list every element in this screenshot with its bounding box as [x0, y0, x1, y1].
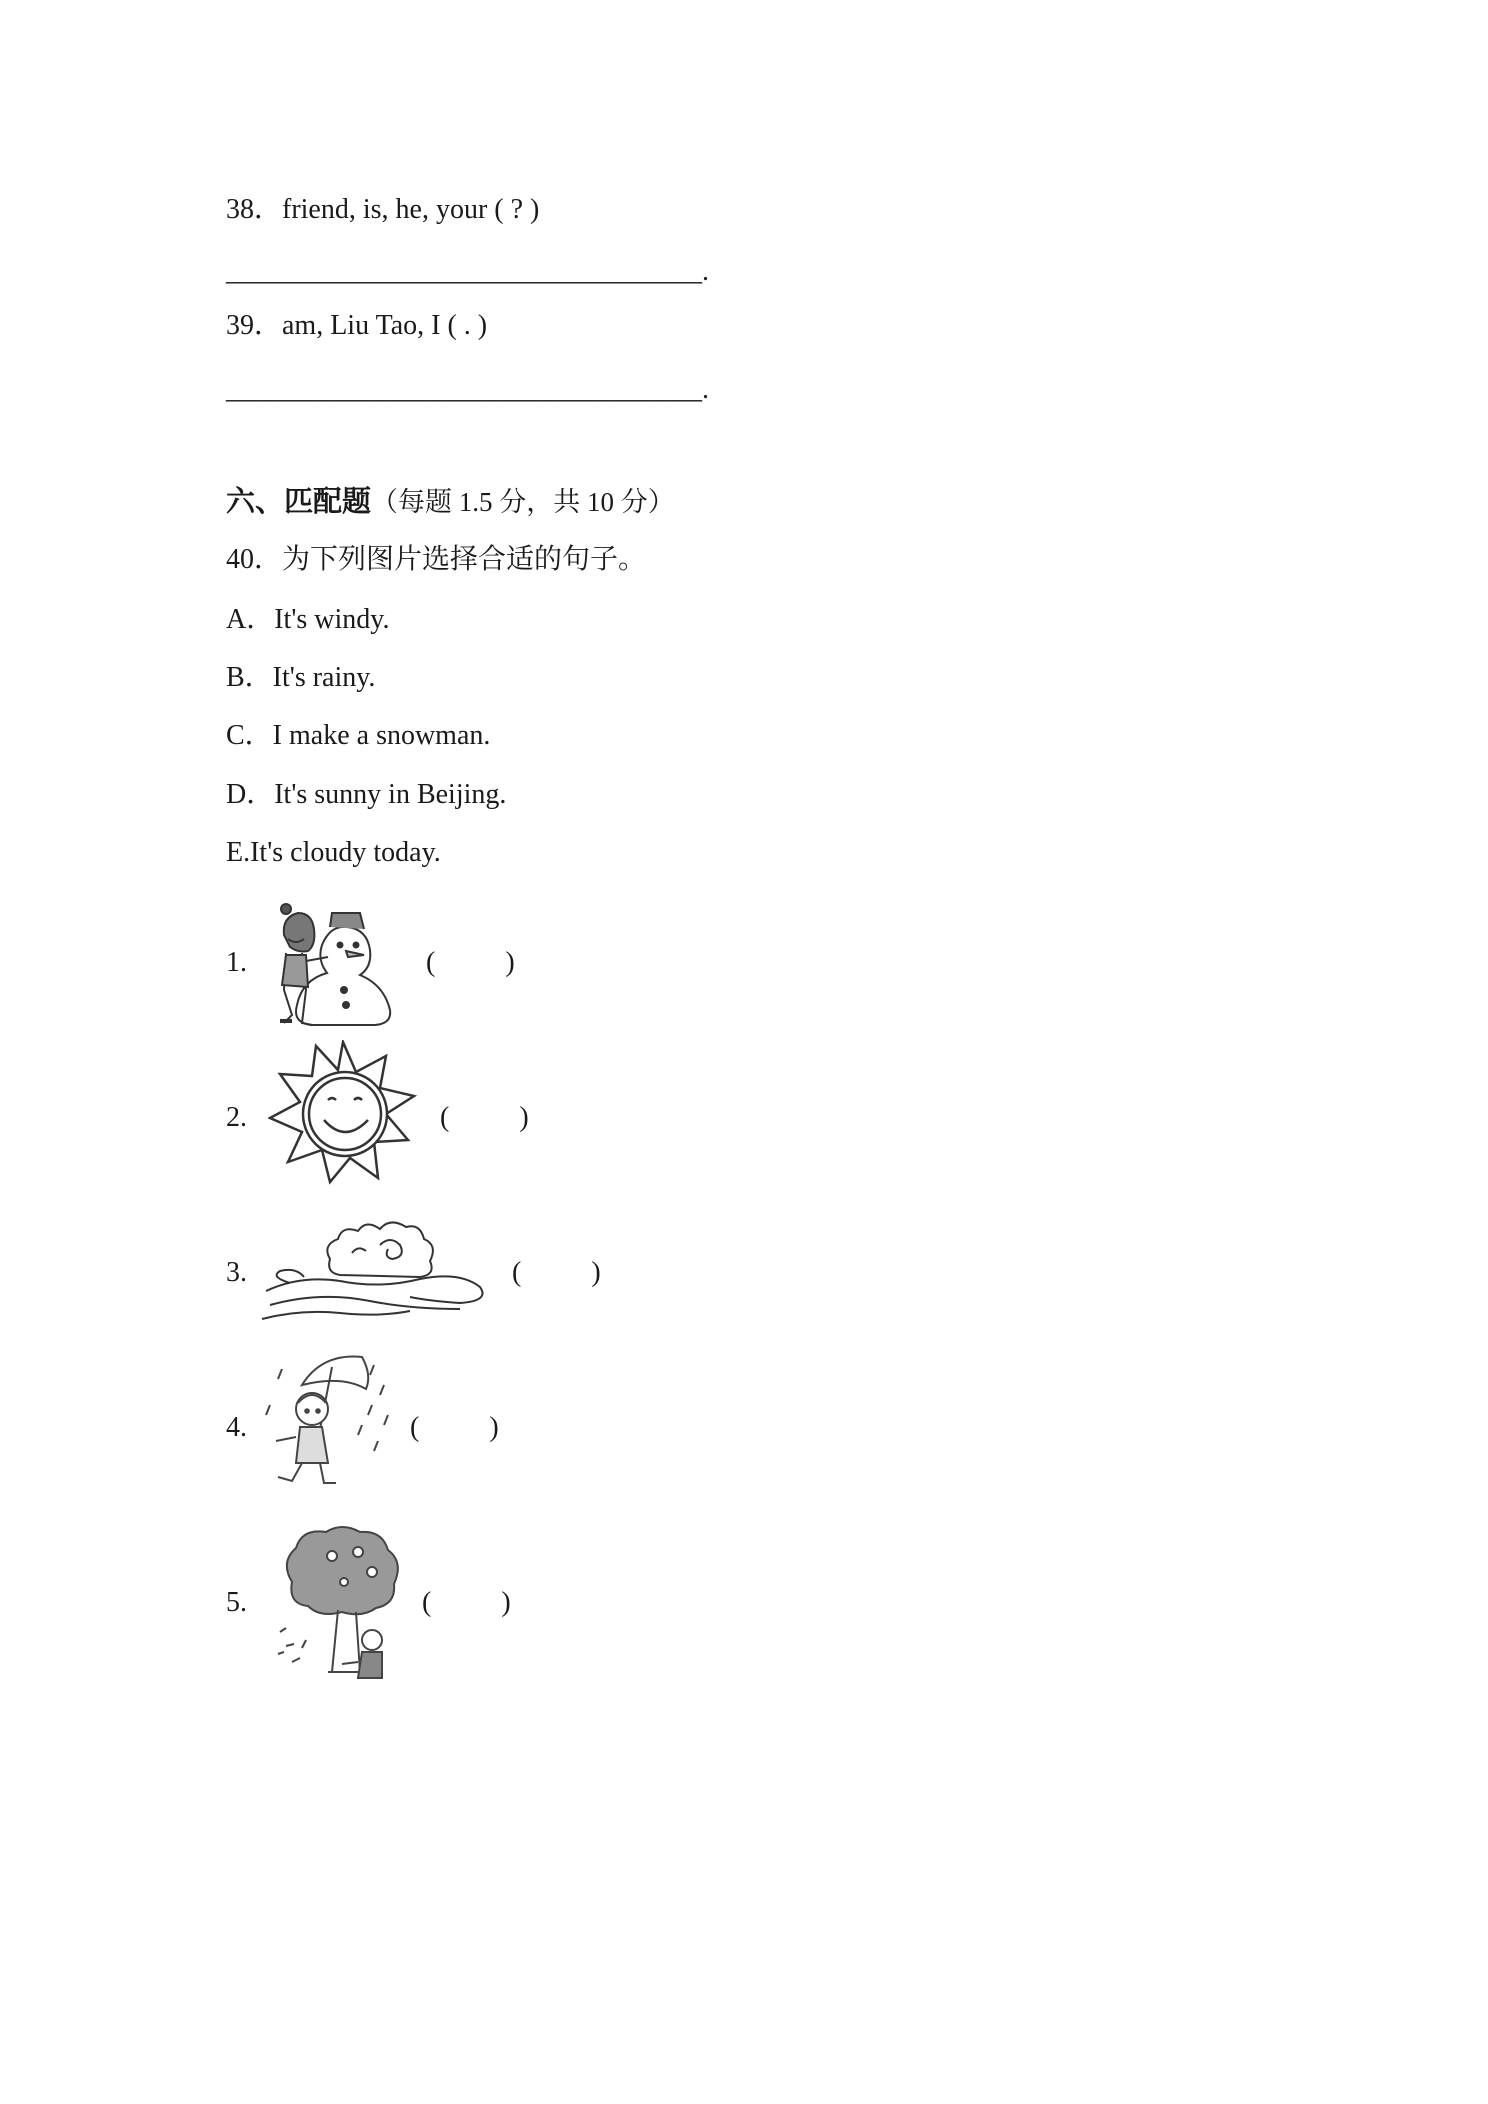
option-b: B．It's rainy.	[226, 662, 376, 693]
item-3-number: 3.	[226, 1257, 247, 1288]
item-4-number: 4.	[226, 1412, 247, 1443]
item-2-answer-parens[interactable]: ( )	[440, 1102, 529, 1133]
section-points: （每题 1.5 分，共 10 分）	[371, 487, 675, 517]
q39-answer-blank[interactable]: __________________________________.	[226, 374, 709, 405]
section-heading	[226, 483, 675, 521]
item-1-answer-parens[interactable]: ( )	[426, 947, 515, 978]
q40-prompt: 40．为下列图片选择合适的句子。	[226, 544, 647, 575]
item-1-number: 1.	[226, 947, 247, 978]
snowman-girl-icon	[272, 895, 412, 1030]
option-d: D．It's sunny in Beijing.	[226, 779, 507, 810]
tree-wind-icon	[272, 1522, 412, 1687]
rain-umbrella-icon	[262, 1345, 402, 1495]
option-c: C．I make a snowman.	[226, 720, 491, 751]
section-title: 六、匹配题	[226, 486, 372, 518]
option-a: A．It's windy.	[226, 604, 390, 635]
item-5-answer-parens[interactable]: ( )	[422, 1587, 511, 1618]
item-3-answer-parens[interactable]: ( )	[512, 1257, 601, 1288]
option-e: E.It's cloudy today.	[226, 837, 441, 868]
item-4-answer-parens[interactable]: ( )	[410, 1412, 499, 1443]
wind-cloud-icon	[260, 1205, 500, 1325]
q39-prompt: 39．am, Liu Tao, I ( . )	[226, 310, 488, 341]
q38-answer-blank[interactable]: __________________________________.	[226, 256, 709, 287]
sun-icon	[268, 1040, 418, 1185]
item-5-number: 5.	[226, 1587, 247, 1618]
item-2-number: 2.	[226, 1102, 247, 1133]
q38-prompt: 38．friend, is, he, your ( ? )	[226, 194, 540, 225]
